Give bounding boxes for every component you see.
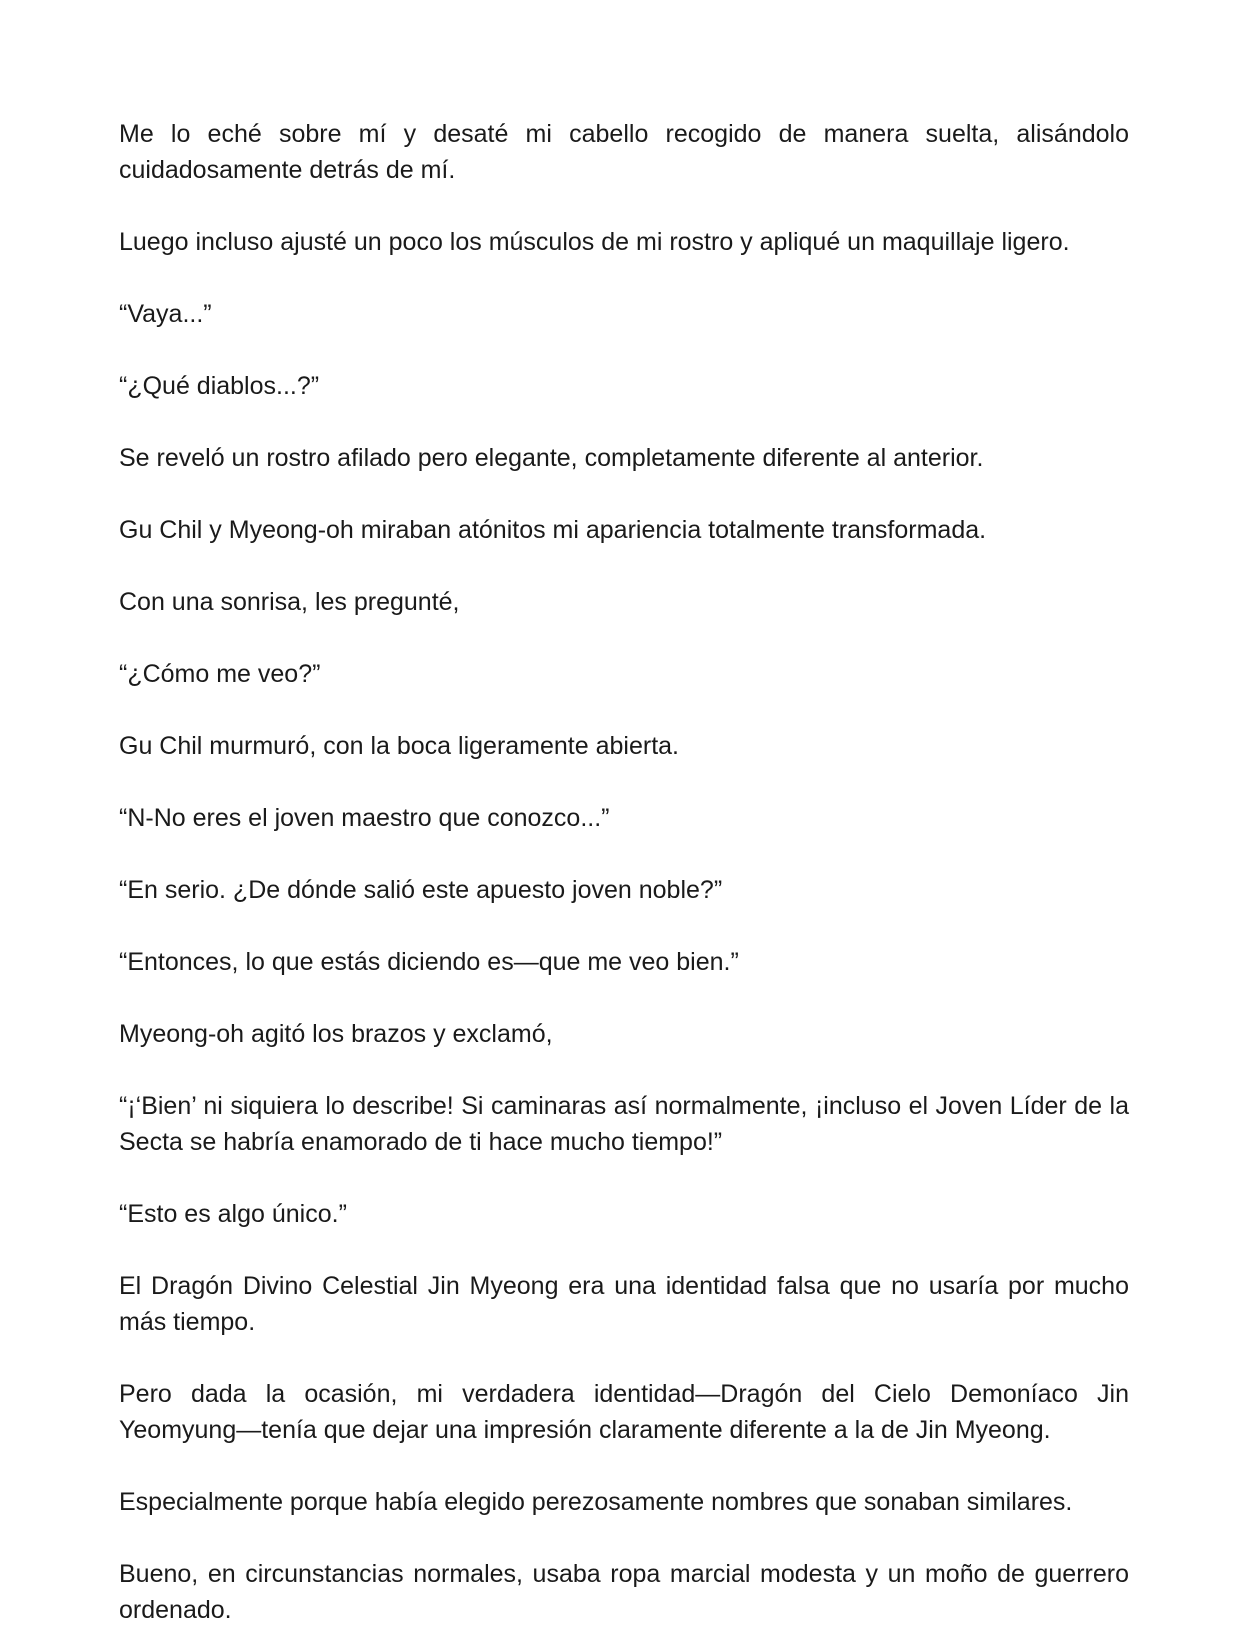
paragraph: Bueno, en circunstancias normales, usaba ropa marcial modesta y un moño de guerrero ordenado. <box>119 1560 1129 1624</box>
paragraph: “¿Qué diablos...?” <box>119 372 320 400</box>
paragraph: Gu Chil murmuró, con la boca ligeramente abierta. <box>119 732 679 760</box>
paragraph: Especialmente porque había elegido perezosamente nombres que sonaban similares. <box>119 1488 1073 1516</box>
paragraph: “Esto es algo único.” <box>119 1200 347 1228</box>
paragraph: “Vaya...” <box>119 300 212 328</box>
paragraph: “N-No eres el joven maestro que conozco...” <box>119 804 610 832</box>
paragraph: “¡‘Bien’ ni siquiera lo describe! Si caminaras así normalmente, ¡incluso el Joven Líder de la Secta se habría enamorado de ti hace mucho tiempo!” <box>119 1092 1129 1156</box>
paragraph: El Dragón Divino Celestial Jin Myeong era una identidad falsa que no usaría por mucho más tiempo. <box>119 1272 1129 1336</box>
paragraph: Se reveló un rostro afilado pero elegante, completamente diferente al anterior. <box>119 444 984 472</box>
paragraph: “Entonces, lo que estás diciendo es—que me veo bien.” <box>119 948 739 976</box>
paragraph: Con una sonrisa, les pregunté, <box>119 588 460 616</box>
paragraph: “En serio. ¿De dónde salió este apuesto joven noble?” <box>119 876 723 904</box>
paragraph: Pero dada la ocasión, mi verdadera identidad—Dragón del Cielo Demoníaco Jin Yeomyung—tenía que dejar una impresión claramente diferente a la de Jin Myeong. <box>119 1380 1129 1444</box>
paragraph: Me lo eché sobre mí y desaté mi cabello recogido de manera suelta, alisándolo cuidadosamente detrás de mí. <box>119 120 1129 184</box>
paragraph: Luego incluso ajusté un poco los músculos de mi rostro y apliqué un maquillaje ligero. <box>119 228 1070 256</box>
document-body <box>119 116 1129 1628</box>
paragraph: Gu Chil y Myeong-oh miraban atónitos mi apariencia totalmente transformada. <box>119 516 987 544</box>
paragraph: “¿Cómo me veo?” <box>119 660 321 688</box>
paragraph: Myeong-oh agitó los brazos y exclamó, <box>119 1020 553 1048</box>
